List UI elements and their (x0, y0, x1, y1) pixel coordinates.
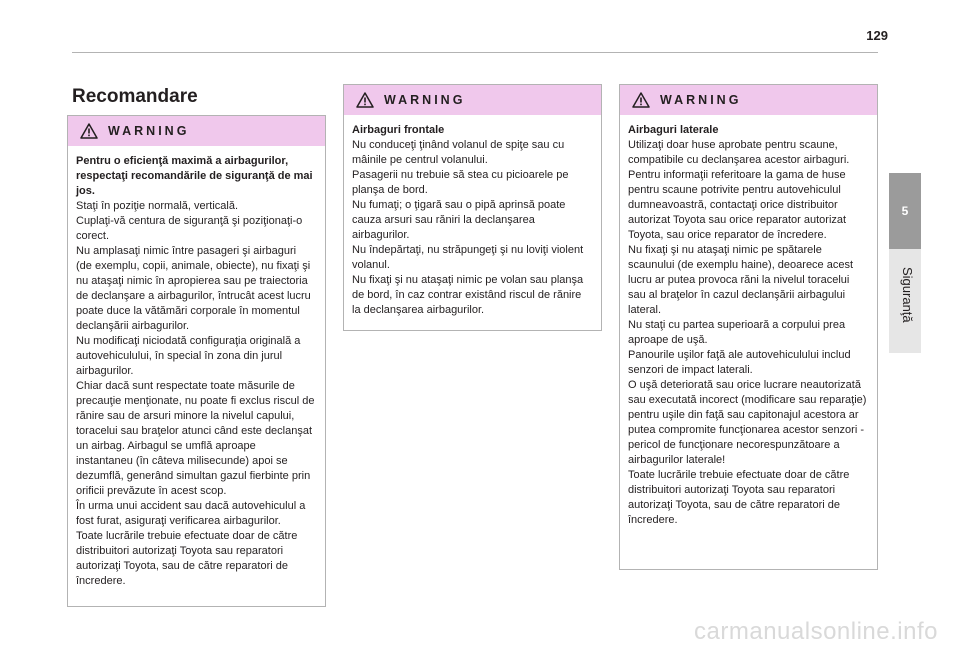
warning-triangle-icon (632, 92, 650, 108)
warning-lead: Pentru o eficienţă maximă a airbagurilor, respectaţi recomandările de siguranţă de mai jos. (76, 155, 313, 197)
warning-line: În urma unui accident sau dacă autovehiculul a fost furat, asiguraţi verificarea airbagurilor. (76, 500, 306, 527)
warning-line: Utilizaţi doar huse aprobate pentru scaune, compatibile cu declanşarea acestor airbaguri. Pentru informaţii referitoare la gama de huse pentru scaune potrivite pentru autovehiculul dumneavoastră, contactaţi orice distribuitor autorizat Toyota sau orice reparator autorizat Toyota, sau orice reparator de încredere. (628, 139, 850, 241)
warning-line: Chiar dacă sunt respectate toate măsurile de precauţie menţionate, nu poate fi exclus riscul de rănire sau de arsuri minore la nivelul capului, toracelui sau braţelor atunci când este declanşat un airbag. Airbagul se umflă aproape instantaneu (în câteva milisecunde) apoi se dezumflă, generând simultan gazul fierbinte prin orificii prevăzute în acest scop. (76, 380, 315, 497)
warning-line: Staţi în poziţie normală, verticală. (76, 200, 239, 212)
warning-header (68, 116, 325, 146)
warning-label: WARNING (108, 124, 190, 138)
warning-line: Cuplaţi-vă centura de siguranţă şi poziţionaţi-o corect. (76, 215, 303, 242)
warning-line: Pasagerii nu trebuie să stea cu picioarele pe planşa de bord. (352, 169, 569, 196)
warning-line: Nu fixaţi şi nu ataşaţi nimic pe spătarele scaunului (de exemplu haine), deoarece acest lucru ar putea provoca răni la nivelul toracelui sau al braţelor în cazul declanşării airbagului lateral. (628, 244, 854, 316)
warning-line: Nu îndepărtaţi, nu străpungeţi şi nu loviţi violent volanul. (352, 244, 584, 271)
header-rule (72, 52, 878, 53)
warning-line: Toate lucrările trebuie efectuate doar de către distribuitori autorizaţi Toyota sau reparatori autorizaţi Toyota, sau de către reparatori de încredere. (76, 530, 298, 587)
chapter-number: 5 (901, 204, 909, 218)
warning-header (344, 85, 601, 115)
warning-line: O uşă deteriorată sau orice lucrare neautorizată sau executată incorect (modificare sau reparaţie) pentru uşile din faţă sau capitonajul acestora ar putea compromite funcţionarea acestor senzori - pericol de funcţionare necorespunzătoare a airbagurilor laterale! (628, 379, 867, 466)
warning-line: Nu modificaţi niciodată configuraţia originală a autovehiculului, în special în zona din jurul airbagurilor. (76, 335, 301, 377)
warning-body (68, 146, 325, 597)
chapter-label: Siguranţă (900, 267, 915, 323)
warning-lead: Airbaguri laterale (628, 124, 719, 136)
section-title: Recomandare (72, 86, 198, 107)
warning-line: Toate lucrările trebuie efectuate doar de către distribuitori autorizaţi Toyota sau reparatori autorizaţi Toyota, sau de către reparatori de încredere. (628, 469, 850, 526)
page-number: 129 (866, 28, 888, 43)
warning-line: Nu conduceţi ţinând volanul de spiţe sau cu mâinile pe centrul volanului. (352, 139, 565, 166)
warning-line: Nu amplasaţi nimic între pasageri şi airbaguri (de exemplu, copii, animale, obiecte), nu fixaţi şi nu ataşaţi nimic în apropierea sau pe traiectoria de declanşare a airbagurilor, întrucât acest lucru poate duce la vătămări corporale în momentul declanşării airbagurilor. (76, 245, 311, 332)
warning-label: WARNING (660, 93, 742, 107)
watermark[interactable]: carmanualsonline.info (694, 618, 938, 645)
warning-body (344, 115, 601, 326)
warning-line: Nu staţi cu partea superioară a corpului prea aproape de uşă. (628, 319, 846, 346)
warning-triangle-icon (80, 123, 98, 139)
warning-lead: Airbaguri frontale (352, 124, 445, 136)
warning-line: Nu fumaţi; o ţigară sau o pipă aprinsă poate cauza arsuri sau răniri la declanşarea airbagurilor. (352, 199, 566, 241)
warning-box-recommendations (67, 115, 326, 607)
warning-body (620, 115, 877, 536)
warning-box-frontal-airbags (343, 84, 602, 331)
chapter-tab-accent (921, 173, 960, 249)
warning-label: WARNING (384, 93, 466, 107)
warning-triangle-icon (356, 92, 374, 108)
warning-line: Panourile uşilor faţă ale autovehiculului includ senzori de impact laterali. (628, 349, 851, 376)
warning-box-side-airbags (619, 84, 878, 570)
chapter-tab[interactable] (889, 52, 960, 352)
warning-line: Nu fixaţi şi nu ataşaţi nimic pe volan sau planşa de bord, în caz contrar existând riscul de rănire la declanşarea airbagurilor. (352, 274, 584, 316)
warning-header (620, 85, 877, 115)
